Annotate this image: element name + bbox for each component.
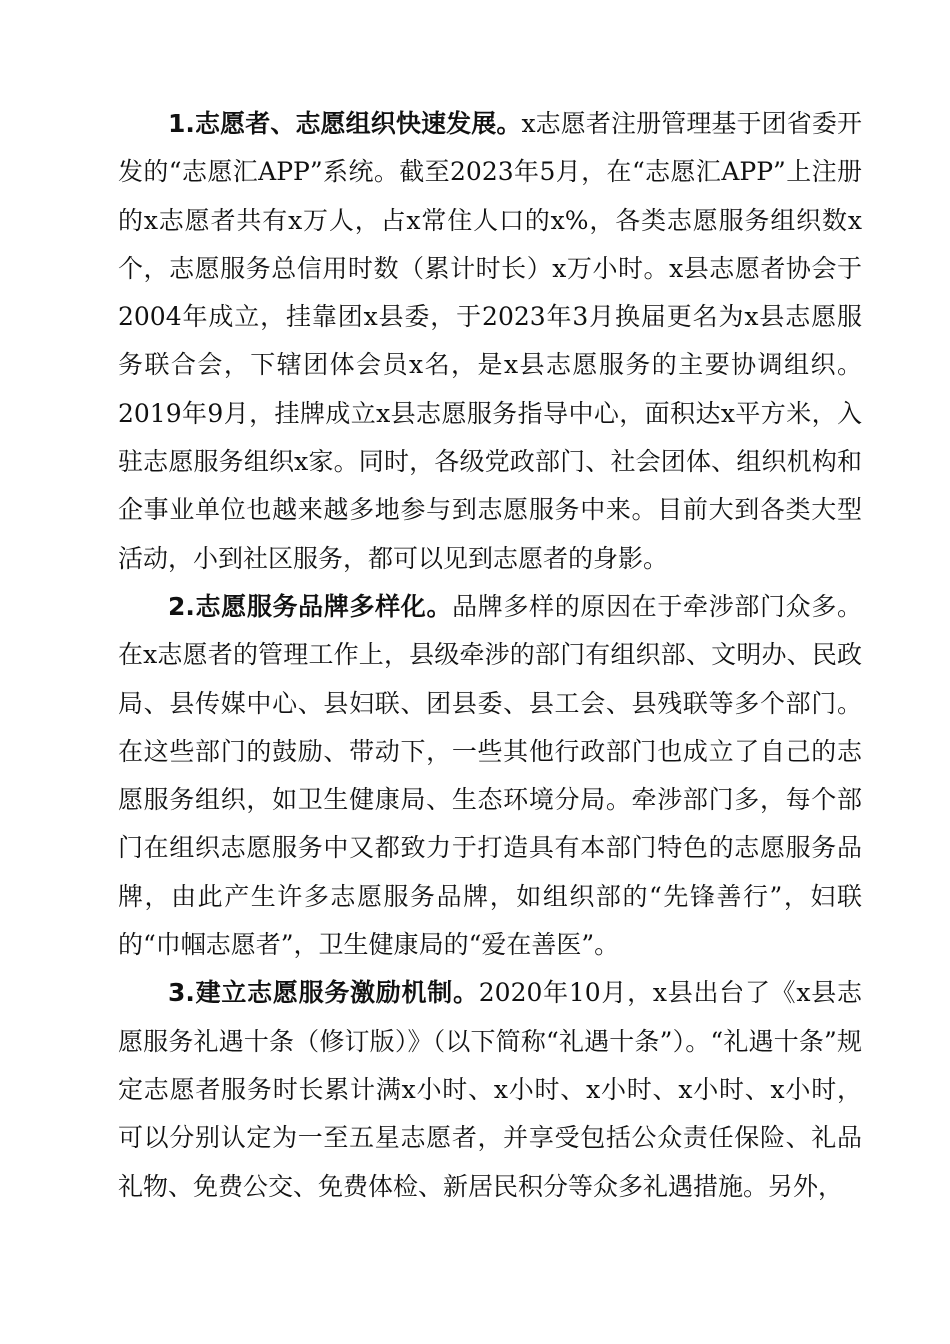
paragraph-heading: 3.建立志愿服务激励机制。 — [168, 978, 479, 1008]
paragraph-heading: 2.志愿服务品牌多样化。 — [168, 591, 453, 621]
paragraph-volunteer-growth — [118, 100, 862, 583]
paragraph-heading: 1.志愿者、志愿组织快速发展。 — [168, 109, 522, 138]
paragraph-text: 2020年10月，x县出台了《x县志愿服务礼遇十条（修订版）》（以下简称“礼遇十条”）。“礼遇十条”规定志愿者服务时长累计满x小时、x小时、x小时、x小时、x小时，可以分别认定为一至五星志愿者，并享受包括公众责任保险、礼品礼物、免费公交、免费体检、新居民积分等众多礼遇措施。另外， — [118, 978, 862, 1201]
paragraph-incentive-mechanism — [118, 969, 862, 1210]
paragraph-brand-diversity — [118, 583, 862, 969]
document-body — [118, 100, 862, 1211]
paragraph-text: 品牌多样的原因在于牵涉部门众多。在x志愿者的管理工作上，县级牵涉的部门有组织部、文明办、民政局、县传媒中心、县妇联、团县委、县工会、县残联等多个部门。在这些部门的鼓励、带动下，一些其他行政部门也成立了自己的志愿服务组织，如卫生健康局、生态环境分局。牵涉部门多，每个部门在组织志愿服务中又都致力于打造具有本部门特色的志愿服务品牌，由此产生许多志愿服务品牌，如组织部的“先锋善行”，妇联的“巾帼志愿者”，卫生健康局的“爱在善医”。 — [118, 591, 862, 960]
paragraph-text: x志愿者注册管理基于团省委开发的“志愿汇APP”系统。截至2023年5月，在“志愿汇APP”上注册的x志愿者共有x万人，占x常住人口的x%，各类志愿服务组织数x个，志愿服务总信用时数（累计时长）x万小时。x县志愿者协会于2004年成立，挂靠团x县委，于2023年3月换届更名为x县志愿服务联合会，下辖团体会员x名，是x县志愿服务的主要协调组织。2019年9月，挂牌成立x县志愿服务指导中心，面积达x平方米，入驻志愿服务组织x家。同时，各级党政部门、社会团体、组织机构和企事业单位也越来越多地参与到志愿服务中来。目前大到各类大型活动，小到社区服务，都可以见到志愿者的身影。 — [118, 109, 862, 573]
